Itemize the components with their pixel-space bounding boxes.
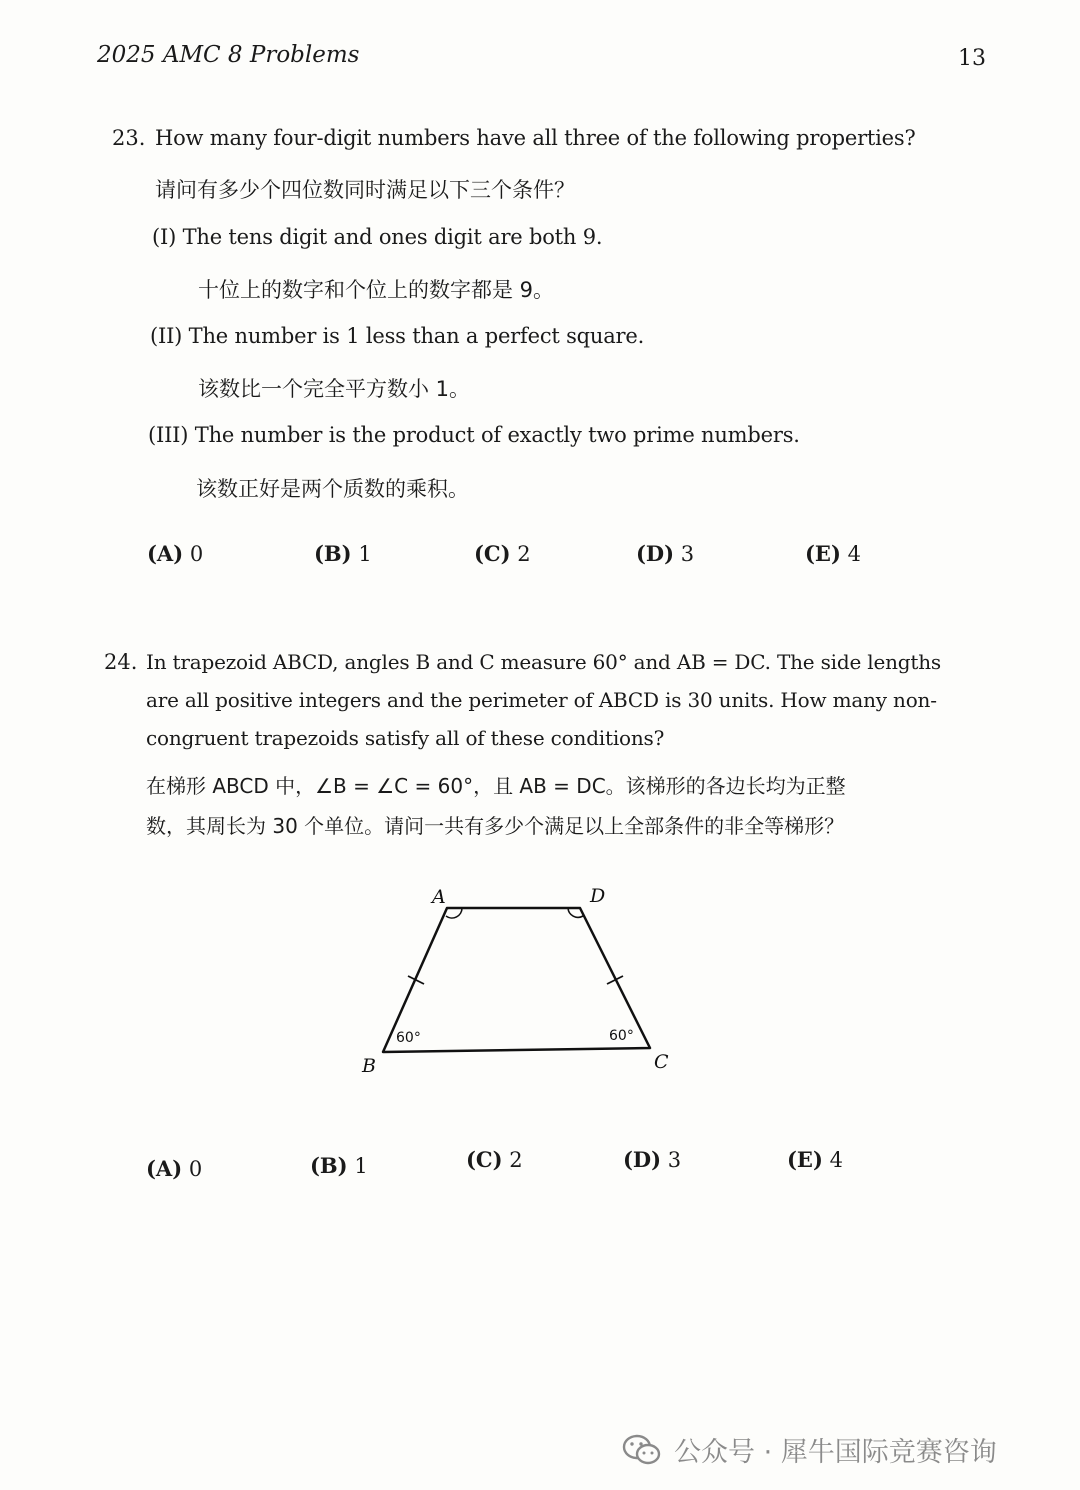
p23-choice-a-value: 0	[189, 542, 204, 566]
condition-3-text: The number is the product of exactly two prime numbers.	[194, 423, 800, 447]
p24-choice-c-value: 2	[509, 1148, 523, 1172]
p24-choice-a	[146, 1156, 202, 1181]
p23-choice-d	[636, 541, 694, 566]
problem-23-question-en: How many four-digit numbers have all three of the following properties?	[155, 126, 916, 150]
p23-choice-e	[805, 541, 861, 566]
problem-24-number: 24.	[104, 650, 138, 674]
condition-1-text: The tens digit and ones digit are both 9.	[182, 225, 603, 249]
p24-choice-d	[623, 1147, 681, 1172]
angle-label-b: 60°	[396, 1030, 421, 1046]
problem-23-number: 23.	[112, 126, 146, 150]
problem-23-question-zh: 请问有多少个四位数同时满足以下三个条件？	[155, 178, 575, 202]
p23-choice-b-value: 1	[358, 542, 372, 566]
problem-24-zh-line-2: 数，其周长为 30 个单位。请问一共有多少个满足以上全部条件的非全等梯形？	[146, 814, 845, 838]
vertex-label-d: D	[590, 885, 606, 907]
wechat-icon	[622, 1433, 662, 1467]
p24-choice-a-value: 0	[188, 1157, 203, 1181]
vertex-label-b: B	[362, 1055, 376, 1077]
p24-choice-e-letter: (E)	[787, 1147, 823, 1172]
condition-2-zh: 该数比一个完全平方数小 1。	[198, 377, 471, 401]
condition-3-label: (III)	[148, 423, 189, 447]
page-number: 13	[958, 46, 986, 71]
p23-choice-c-value: 2	[517, 542, 531, 566]
condition-1-zh: 十位上的数字和个位上的数字都是 9。	[198, 278, 555, 302]
problem-24-line-3: congruent trapezoids satisfy all of these conditions?	[146, 726, 665, 750]
p24-choice-e-value: 4	[829, 1148, 843, 1172]
watermark	[622, 1430, 997, 1469]
vertex-label-c: C	[654, 1051, 669, 1073]
p24-choice-c	[466, 1147, 523, 1172]
vertex-label-a: A	[432, 886, 446, 908]
p23-choice-e-letter: (E)	[805, 541, 841, 566]
p24-choice-a-letter: (A)	[146, 1156, 183, 1181]
p24-choice-b-value: 1	[354, 1154, 368, 1178]
problem-24-zh-line-1: 在梯形 ABCD 中，∠B = ∠C = 60°，且 AB = DC。该梯形的各边长均为正整	[146, 774, 846, 798]
p23-choice-a-letter: (A)	[147, 541, 184, 566]
condition-1-en	[152, 225, 602, 249]
p24-choice-e	[787, 1147, 843, 1172]
angle-arc-a	[446, 908, 462, 918]
watermark-text: 公众号 · 犀牛国际竞赛咨询	[674, 1437, 997, 1468]
p24-choice-d-value: 3	[667, 1148, 682, 1172]
problem-24-line-2: are all positive integers and the perimeter of ABCD is 30 units. How many non-	[146, 688, 937, 712]
p24-choice-d-letter: (D)	[623, 1147, 662, 1172]
p24-choice-c-letter: (C)	[466, 1147, 503, 1172]
p23-choice-a	[147, 541, 203, 566]
condition-2-en	[150, 324, 644, 348]
p23-choice-e-value: 4	[847, 542, 861, 566]
condition-1-label: (I)	[152, 225, 177, 249]
angle-label-c: 60°	[609, 1028, 634, 1044]
problem-24-line-1: In trapezoid ABCD, angles B and C measure 60° and AB = DC. The side lengths	[146, 650, 941, 674]
condition-3-en	[148, 423, 800, 447]
p23-choice-c	[474, 541, 531, 566]
p24-choice-b	[310, 1153, 368, 1178]
condition-2-text: The number is 1 less than a perfect square.	[188, 324, 645, 348]
p23-choice-b-letter: (B)	[314, 541, 352, 566]
p23-choice-d-letter: (D)	[636, 541, 675, 566]
p23-choice-c-letter: (C)	[474, 541, 511, 566]
p24-choice-b-letter: (B)	[310, 1153, 348, 1178]
header-title: 2025 AMC 8 Problems	[97, 42, 360, 68]
condition-2-label: (II)	[150, 324, 183, 348]
condition-3-zh: 该数正好是两个质数的乘积。	[196, 477, 469, 501]
p23-choice-b	[314, 541, 372, 566]
trapezoid-figure	[350, 870, 690, 1085]
p23-choice-d-value: 3	[680, 542, 695, 566]
